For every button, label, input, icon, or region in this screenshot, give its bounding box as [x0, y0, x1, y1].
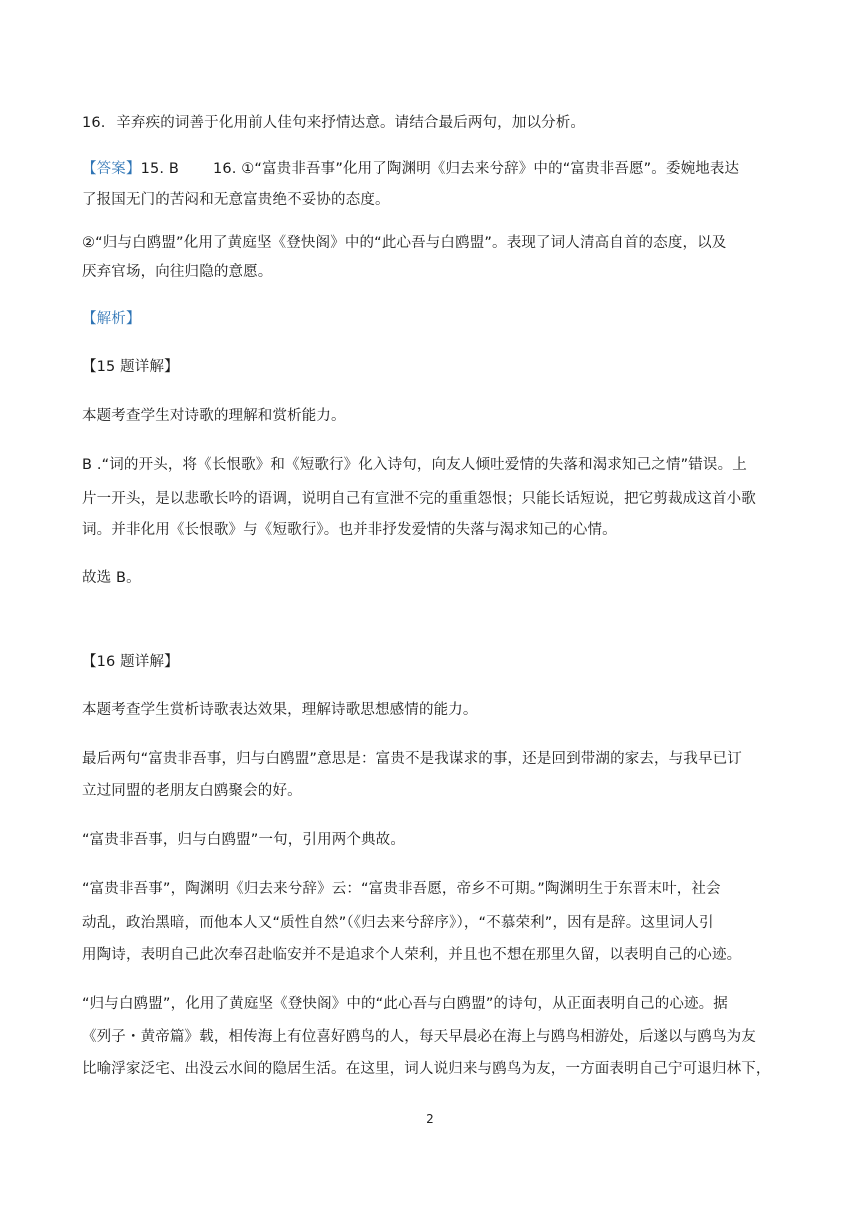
q16-heading: 【16 题详解】	[82, 654, 179, 670]
q15-paragraph-line: 片一开头，是以悲歌长吟的语调，说明自己有宣泄不完的重重怨恨；只能长话短说，把它剪裁成这首小歌	[82, 491, 756, 507]
q16-paragraph-3-line: 动乱，政治黑暗，而他本人又“质性自然”（《归去来兮辞序》），“不慕荣利”，因有是辞。这里词人引	[82, 915, 714, 931]
page-number: 2	[426, 1112, 434, 1126]
question-text: 辛弃疾的词善于化用前人佳句来抒情达意。请结合最后两句，加以分析。	[116, 115, 586, 131]
q16-paragraph-2: “富贵非吾事，归与白鸥盟”一句，引用两个典故。	[82, 832, 405, 848]
q16-paragraph-1-line: 最后两句“富贵非吾事，归与白鸥盟”意思是：富贵不是我谋求的事，还是回到带湖的家去，与我早已订	[82, 751, 742, 767]
q16-paragraph-3-line: “富贵非吾事”，陶渊明《归去来兮辞》云：“富贵非吾愿，帝乡不可期。”陶渊明生于东晋末叶，社会	[82, 881, 721, 897]
answer-tag: 【答案】	[82, 161, 141, 177]
q15-heading: 【15 题详解】	[82, 359, 179, 375]
q16-paragraph-1-line: 立过同盟的老朋友白鸥聚会的好。	[82, 783, 302, 799]
q15-paragraph-line: 词。并非化用《长恨歌》与《短歌行》。也并非抒发爱情的失落与渴求知己的心情。	[82, 522, 617, 538]
q16-intro: 本题考查学生赏析诗歌表达效果，理解诗歌思想感情的能力。	[82, 702, 478, 718]
answer-q15: 15. B	[140, 161, 179, 177]
q15-conclusion: 故选 B。	[82, 570, 141, 586]
q16-paragraph-4-line: “归与白鸥盟”，化用了黄庭坚《登快阁》中的“此心吾与白鸥盟”的诗句，从正面表明自己的心迹。据	[82, 996, 728, 1012]
q15-intro: 本题考查学生对诗歌的理解和赏析能力。	[82, 408, 346, 424]
answer-q16-line: 16. ①“富贵非吾事”化用了陶渊明《归去来兮辞》中的“富贵非吾愿”。委婉地表达	[212, 161, 740, 177]
analysis-tag: 【解析】	[82, 311, 141, 327]
answer-line-3: ②“归与白鸥盟”化用了黄庭坚《登快阁》中的“此心吾与白鸥盟”。表现了词人清高自首的态度，以及	[82, 235, 727, 251]
answer-line-2: 了报国无门的苦闷和无意富贵绝不妥协的态度。	[82, 192, 390, 208]
q15-paragraph-line: B .“词的开头，将《长恨歌》和《短歌行》化入诗句，向友人倾吐爱情的失落和渴求知己之情”错误。上	[82, 457, 747, 473]
question-16	[82, 113, 802, 133]
answer-line-1	[82, 159, 802, 179]
question-number: 16.	[82, 115, 106, 131]
q16-paragraph-4-line: 《列子・黄帝篇》载，相传海上有位喜好鸥鸟的人，每天早晨必在海上与鸥鸟相游处，后遂以与鸥鸟为友	[82, 1029, 756, 1045]
q16-paragraph-3-line: 用陶诗，表明自己此次奉召赴临安并不是追求个人荣利，并且也不想在那里久留，以表明自己的心迹。	[82, 947, 742, 963]
q16-paragraph-4-line: 比喻浮家泛宅、出没云水间的隐居生活。在这里，词人说归来与鸥鸟为友，一方面表明自己宁可退归林下，	[82, 1061, 771, 1077]
answer-line-4: 厌弃官场，向往归隐的意愿。	[82, 264, 273, 280]
